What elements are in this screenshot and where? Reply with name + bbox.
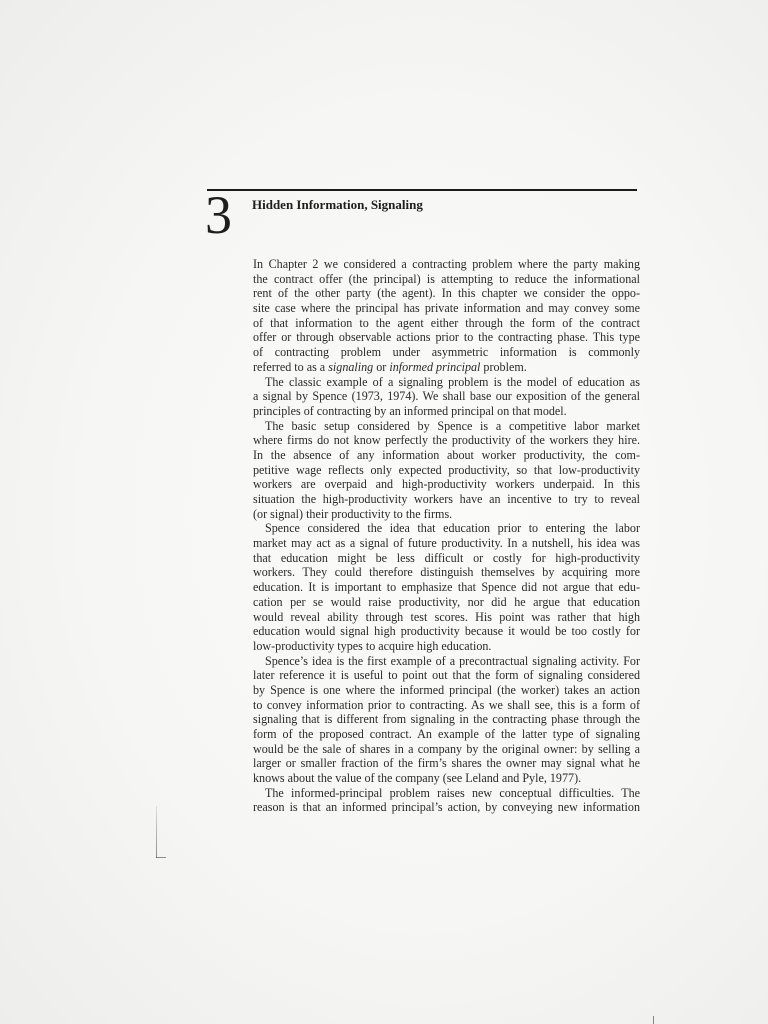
body-text bbox=[253, 257, 640, 815]
text-line: petitive wage reflects only expected productivity, so that low-productivity bbox=[253, 462, 640, 477]
chapter-number: 3 bbox=[205, 185, 232, 245]
text-line: a signal by Spence (1973, 1974). We shall base our exposition of the general bbox=[253, 389, 640, 404]
text-line: cation per se would raise productivity, nor did he argue that education bbox=[253, 594, 640, 609]
text-line: site case where the principal has private information and may convey some bbox=[253, 301, 640, 316]
chapter-title: Hidden Information, Signaling bbox=[252, 197, 423, 212]
text-line: Spence’s idea is the first example of a precontractual signaling activity. For bbox=[265, 653, 640, 668]
text-segment: problem. bbox=[480, 359, 527, 374]
text-line: larger or smaller fraction of the firm’s shares the owner may signal what he bbox=[253, 756, 640, 771]
text-line: would be the sale of shares in a company by the original owner: by selling a bbox=[253, 741, 640, 756]
text-line: Spence considered the idea that education prior to entering the labor bbox=[265, 521, 640, 536]
text-line: rent of the other party (the agent). In this chapter we consider the oppo- bbox=[253, 286, 640, 301]
text-line: offer or through observable actions prior to the contracting phase. This type bbox=[253, 330, 640, 345]
text-line: situation the high-productivity workers have an incentive to try to reveal bbox=[253, 492, 640, 506]
text-segment: or bbox=[373, 359, 390, 374]
paragraph bbox=[253, 257, 640, 375]
paragraph bbox=[253, 786, 640, 815]
text-line: workers. They could therefore distinguish themselves by acquiring more bbox=[253, 565, 640, 580]
text-line: signaling that is different from signaling in the contracting phase through the bbox=[253, 712, 640, 727]
italic-term: informed principal bbox=[389, 359, 481, 374]
chapter-heading-rule bbox=[207, 189, 637, 191]
italic-term: signaling bbox=[328, 359, 374, 374]
text-line: to convey information prior to contracting. As we shall see, this is a form of bbox=[253, 697, 640, 712]
text-line: the contract offer (the principal) is attempting to reduce the informational bbox=[253, 271, 640, 286]
paragraph bbox=[253, 521, 640, 653]
text-line: by Spence is one where the informed principal (the worker) takes an action bbox=[253, 682, 640, 697]
text-line: education. It is important to emphasize that Spence did not argue that edu- bbox=[253, 580, 640, 595]
paragraph bbox=[253, 419, 640, 522]
paragraph bbox=[253, 375, 640, 419]
text-line: market may act as a signal of future productivity. In a nutshell, his idea was bbox=[253, 536, 640, 551]
text-line: of that information to the agent either through the form of the contract bbox=[253, 315, 640, 330]
paragraph bbox=[253, 654, 640, 786]
text-line: would reveal ability through test scores. His point was rather that high bbox=[253, 609, 640, 624]
text-line: of contracting problem under asymmetric information is commonly bbox=[253, 345, 640, 360]
text-line: form of the proposed contract. An example of the latter type of signaling bbox=[253, 727, 640, 741]
scan-margin-mark bbox=[156, 806, 157, 858]
text-line: workers are overpaid and high-productivity workers underpaid. In this bbox=[253, 477, 640, 492]
text-line: knows about the value of the company (see Leland and Pyle, 1977). bbox=[253, 771, 582, 786]
text-line: The classic example of a signaling problem is the model of education as bbox=[265, 374, 640, 389]
scan-edge-mark bbox=[653, 1016, 654, 1024]
text-line bbox=[253, 360, 640, 375]
text-line: The basic setup considered by Spence is a competitive labor market bbox=[265, 418, 640, 433]
text-line: that education might be less difficult or costly for high-productivity bbox=[253, 550, 640, 565]
text-line: In the absence of any information about worker productivity, the com- bbox=[253, 447, 640, 462]
text-line: (or signal) their productivity to the firms. bbox=[253, 506, 453, 521]
text-line: The informed-principal problem raises new conceptual difficulties. The bbox=[265, 785, 640, 800]
text-line: low-productivity types to acquire high education. bbox=[253, 638, 492, 653]
text-line: later reference it is useful to point out that the form of signaling considered bbox=[253, 668, 640, 683]
text-line: education would signal high productivity because it would be too costly for bbox=[253, 624, 640, 639]
text-line: principles of contracting by an informed principal on that model. bbox=[253, 403, 567, 418]
text-line: where firms do not know perfectly the productivity of the workers they hire. bbox=[253, 433, 640, 448]
scan-margin-mark bbox=[156, 857, 166, 858]
text-segment: referred to as a bbox=[253, 359, 329, 374]
text-line: reason is that an informed principal’s action, by conveying new information bbox=[253, 800, 640, 815]
text-line: In Chapter 2 we considered a contracting problem where the party making bbox=[253, 257, 640, 271]
